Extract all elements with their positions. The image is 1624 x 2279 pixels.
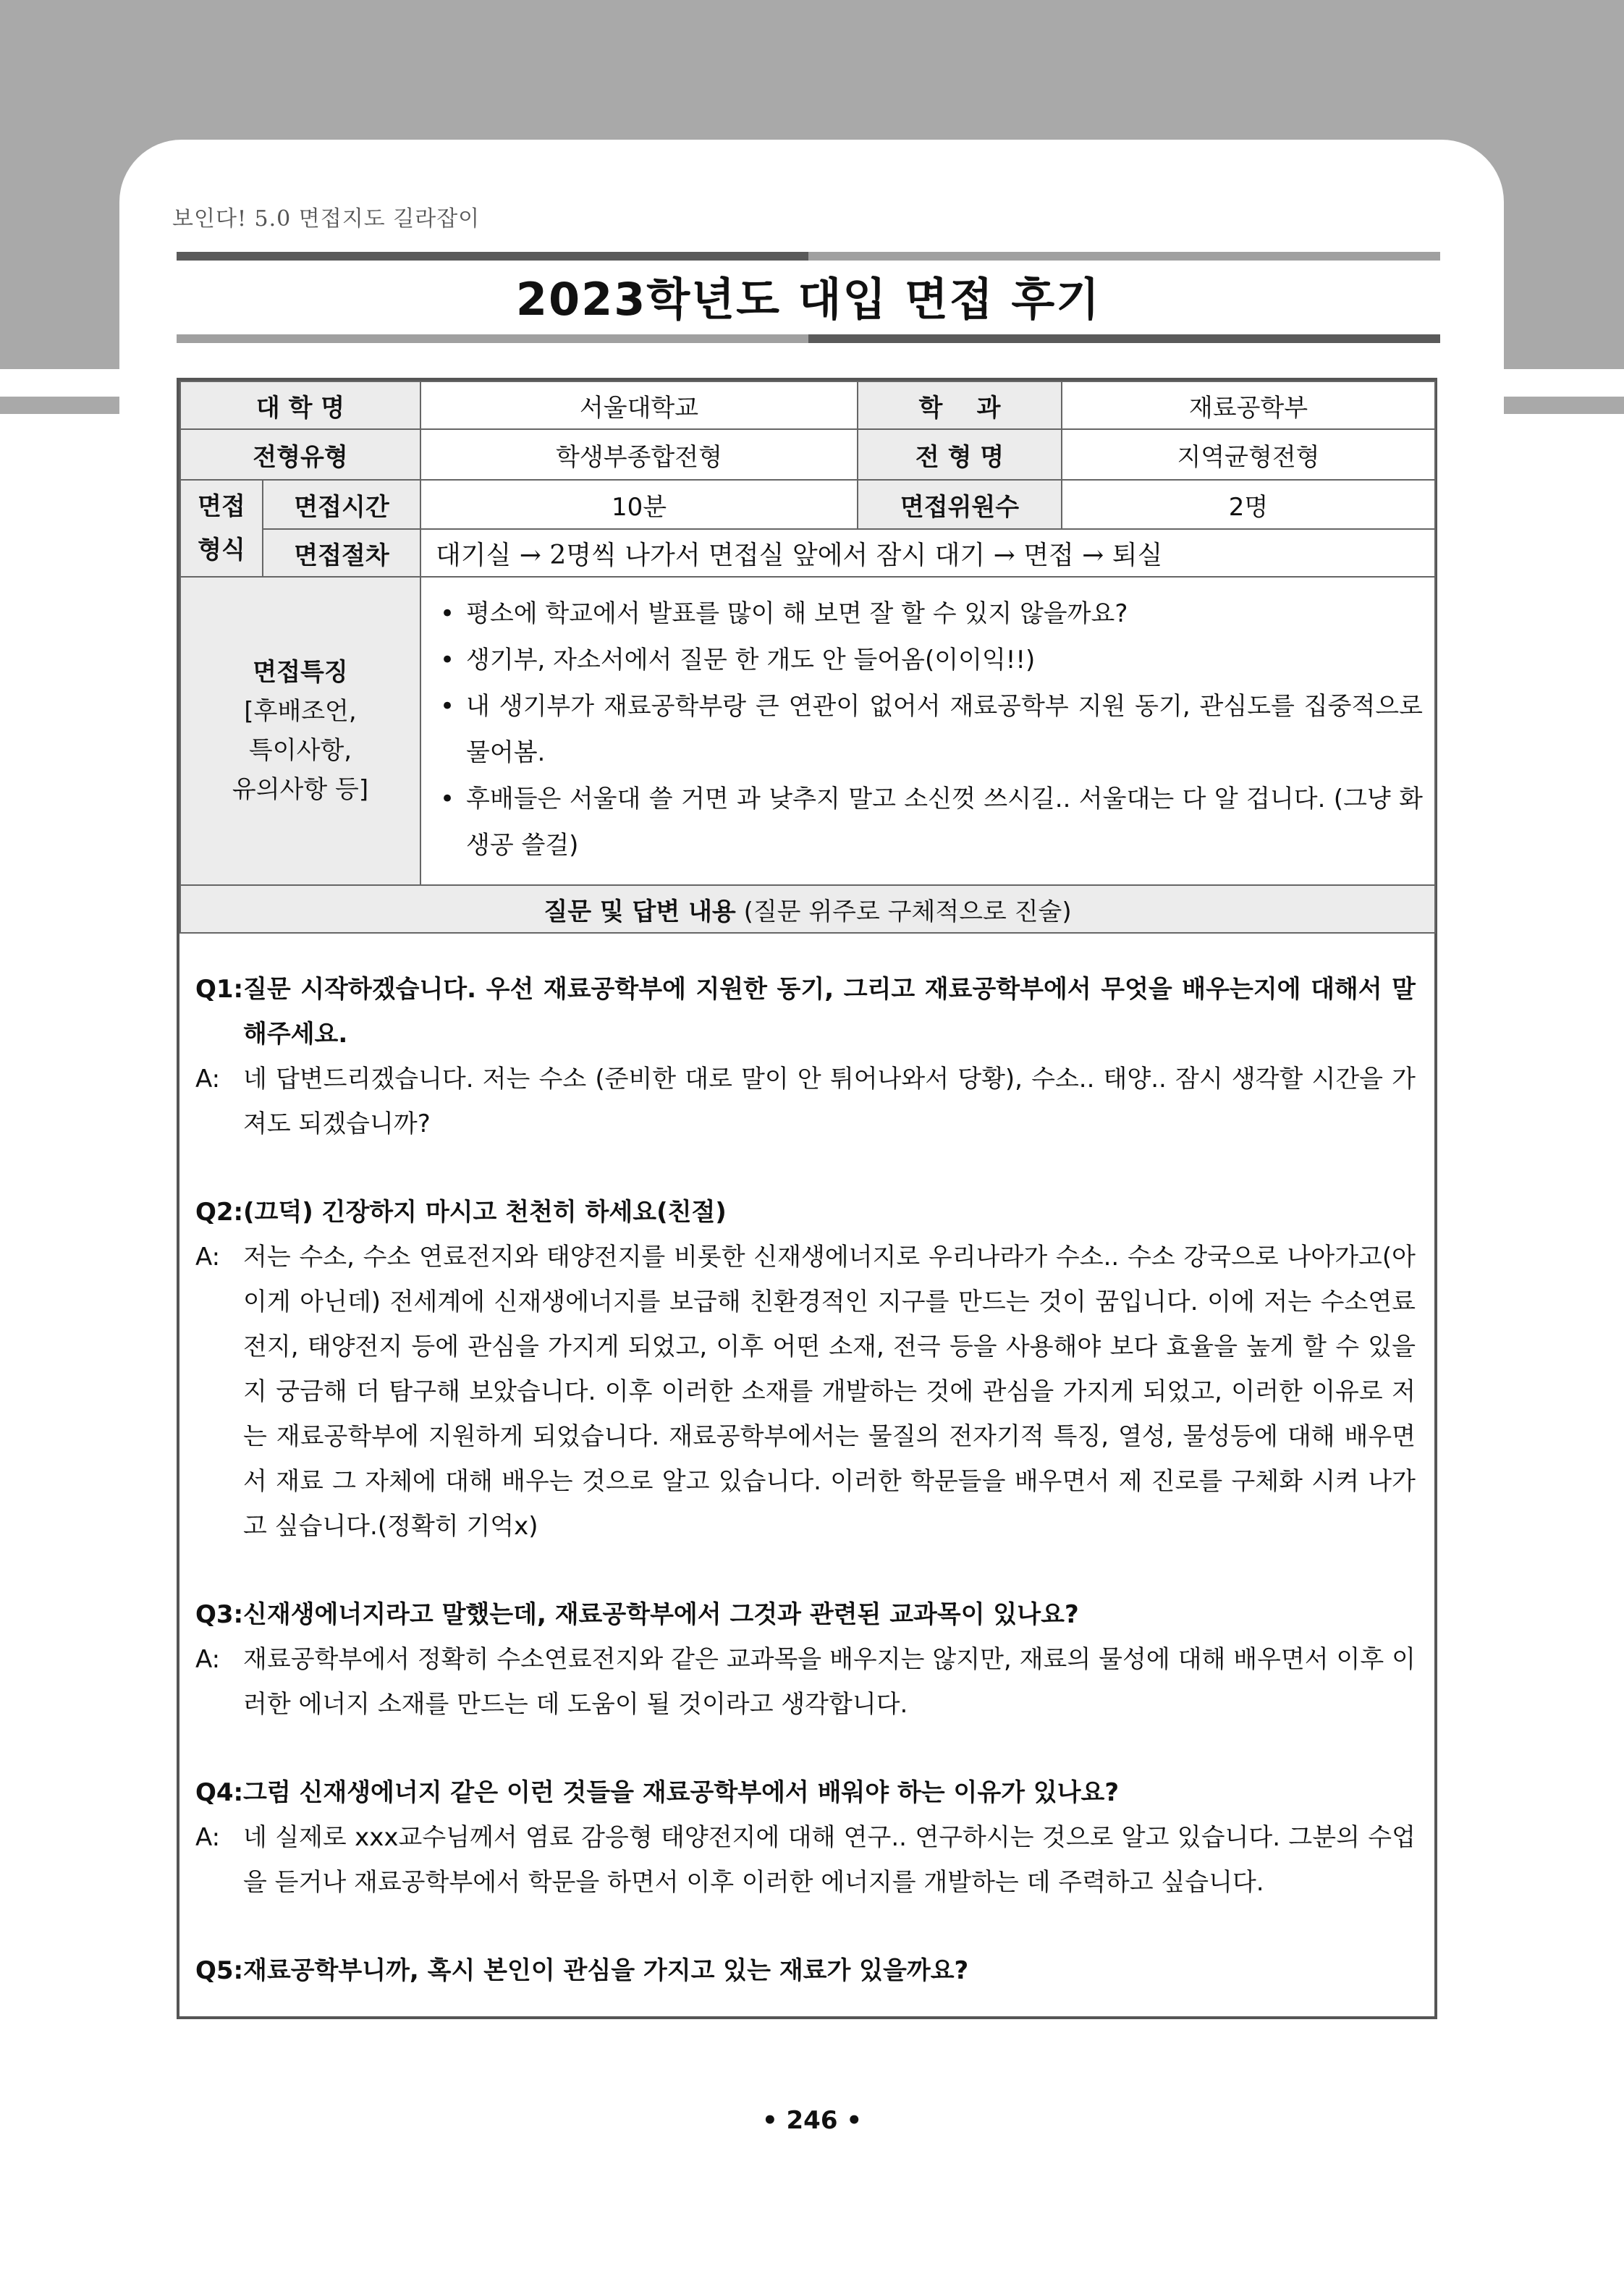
- list-item: • 평소에 학교에서 발표를 많이 해 보면 잘 할 수 있지 않을까요?: [436, 591, 1423, 637]
- interviewers-label: 면접위원수: [858, 480, 1062, 529]
- department-value: 재료공학부: [1062, 381, 1435, 429]
- admission-type-label: 전형유형: [180, 429, 420, 480]
- table-row: [180, 529, 1435, 577]
- answer-3: [195, 1637, 1416, 1727]
- question-1: [195, 967, 1416, 1057]
- title-rule-top: [177, 252, 1440, 261]
- procedure-value: 대기실 → 2명씩 나가서 면접실 앞에서 잠시 대기 → 면접 → 퇴실: [420, 529, 1435, 577]
- answer-text: 저는 수소, 수소 연료전지와 태양전지를 비롯한 신재생에너지로 우리나라가 수소.. 수소 강국으로 나아가고(아 이게 아닌데) 전세계에 신재생에너지를 보급해 친환경적인 지구를 만드는 것이 꿈입니다. 이에 저는 수소연료전지, 태양전지 등에 관심을 가지게 되었고, 이후 어떤 소재, 전극 등을 사용해야 보다 효율을 높게 할 수 있을지 궁금해 더 탐구해 보았습니다. 이후 이러한 소재를 개발하는 것에 관심을 가지게 되었고, 이러한 이유로 저는 재료공학부에 지원하게 되었습니다. 재료공학부에서는 물질의 전자기적 특징, 열성, 물성등에 대해 배우면서 재료 그 자체에 대해 배우는 것으로 알고 있습니다. 이러한 학문들을 배우면서 제 진로를 구체화 시켜 나가고 싶습니다.(정확히 기억x): [243, 1243, 1416, 1541]
- features-label-line: 특이사항,: [248, 736, 352, 765]
- answer-label: A:: [195, 1823, 221, 1852]
- table-row: [180, 577, 1435, 885]
- features-label-line: 유의사항 등]: [232, 775, 369, 804]
- question-text: 신재생에너지라고 말했는데, 재료공학부에서 그것과 관련된 교과목이 있나요?: [243, 1600, 1079, 1629]
- question-label: Q5:: [195, 1956, 244, 1985]
- answer-text: 네 답변드리겠습니다. 저는 수소 (준비한 대로 말이 안 튀어나와서 당황), 수소.. 태양.. 잠시 생각할 시간을 가져도 되겠습니까?: [243, 1065, 1416, 1138]
- answer-1: [195, 1057, 1416, 1146]
- content-box: [177, 378, 1437, 2019]
- answer-label: A:: [195, 1645, 221, 1674]
- answer-2: [195, 1235, 1416, 1549]
- procedure-label: 면접절차: [263, 529, 420, 577]
- university-label: 대 학 명: [180, 381, 420, 429]
- format-label-line-2: 형식: [198, 536, 245, 565]
- features-label-title: 면접특징: [253, 658, 348, 687]
- qa-header-note: (질문 위주로 구체적으로 진술): [735, 897, 1072, 926]
- title-rule-bottom: [177, 334, 1440, 343]
- table-row: [180, 885, 1435, 933]
- question-2: [195, 1190, 1416, 1235]
- page-title: 2023학년도 대입 면접 후기: [515, 273, 1101, 326]
- answer-label: A:: [195, 1065, 221, 1094]
- table-row: [180, 480, 1435, 529]
- question-text: 그럼 신재생에너지 같은 이런 것들을 재료공학부에서 배워야 하는 이유가 있나요?: [243, 1778, 1120, 1807]
- list-item: • 후배들은 서울대 쓸 거면 과 낮추지 말고 소신껏 쓰시길.. 서울대는 다 알 겁니다. (그냥 화생공 쓸걸): [436, 776, 1423, 868]
- features-list: [421, 578, 1434, 881]
- table-row: [180, 429, 1435, 480]
- table-row: [180, 381, 1435, 429]
- right-gray-band: [1504, 397, 1624, 414]
- time-value: 10분: [420, 480, 858, 529]
- question-4: [195, 1770, 1416, 1815]
- qa-header-bold: 질문 및 답변 내용: [544, 897, 736, 926]
- info-table: [179, 381, 1436, 934]
- question-text: 질문 시작하겠습니다. 우선 재료공학부에 지원한 동기, 그리고 재료공학부에서 무엇을 배우는지에 대해서 말해주세요.: [243, 975, 1416, 1049]
- university-value: 서울대학교: [420, 381, 858, 429]
- page-number: • 246 •: [761, 2106, 863, 2135]
- question-label: Q2:: [195, 1198, 244, 1227]
- list-item: • 생기부, 자소서에서 질문 한 개도 안 들어옴(이이익!!): [436, 637, 1423, 683]
- question-text: 재료공학부니까, 혹시 본인이 관심을 가지고 있는 재료가 있을까요?: [243, 1956, 969, 1985]
- format-label-line-1: 면접: [198, 492, 245, 521]
- question-label: Q1:: [195, 975, 244, 1004]
- answer-4: [195, 1815, 1416, 1905]
- format-label: [180, 480, 263, 577]
- list-item: • 내 생기부가 재료공학부랑 큰 연관이 없어서 재료공학부 지원 동기, 관심도를 집중적으로 물어봄.: [436, 683, 1423, 776]
- answer-text: 재료공학부에서 정확히 수소연료전지와 같은 교과목을 배우지는 않지만, 재료의 물성에 대해 배우면서 이후 이러한 에너지 소재를 만드는 데 도움이 될 것이라고 생각합니다.: [243, 1645, 1416, 1719]
- answer-text: 네 실제로 xxx교수님께서 염료 감응형 태양전지에 대해 연구.. 연구하시는 것으로 알고 있습니다. 그분의 수업을 듣거나 재료공학부에서 학문을 하면서 이후 이러한 에너지를 개발하는 데 주력하고 싶습니다.: [243, 1823, 1416, 1897]
- interviewers-value: 2명: [1062, 480, 1435, 529]
- features-content: [420, 577, 1435, 885]
- left-gray-band: [0, 397, 119, 414]
- time-label: 면접시간: [263, 480, 420, 529]
- department-label: 학 과: [858, 381, 1062, 429]
- question-label: Q4:: [195, 1778, 244, 1807]
- admission-name-value: 지역균형전형: [1062, 429, 1435, 480]
- question-3: [195, 1592, 1416, 1637]
- question-text: (끄덕) 긴장하지 마시고 천천히 하세요(친절): [243, 1198, 727, 1227]
- running-header: 보인다! 5.0 면접지도 길라잡이: [172, 206, 481, 232]
- qa-section-header: [180, 885, 1435, 933]
- features-label: [180, 577, 420, 885]
- question-5: [195, 1948, 1416, 1993]
- features-label-line: [후배조언,: [244, 697, 357, 726]
- question-label: Q3:: [195, 1600, 244, 1629]
- admission-name-label: 전 형 명: [858, 429, 1062, 480]
- answer-label: A:: [195, 1243, 221, 1272]
- admission-type-value: 학생부종합전형: [420, 429, 858, 480]
- qa-area: [195, 967, 1416, 1993]
